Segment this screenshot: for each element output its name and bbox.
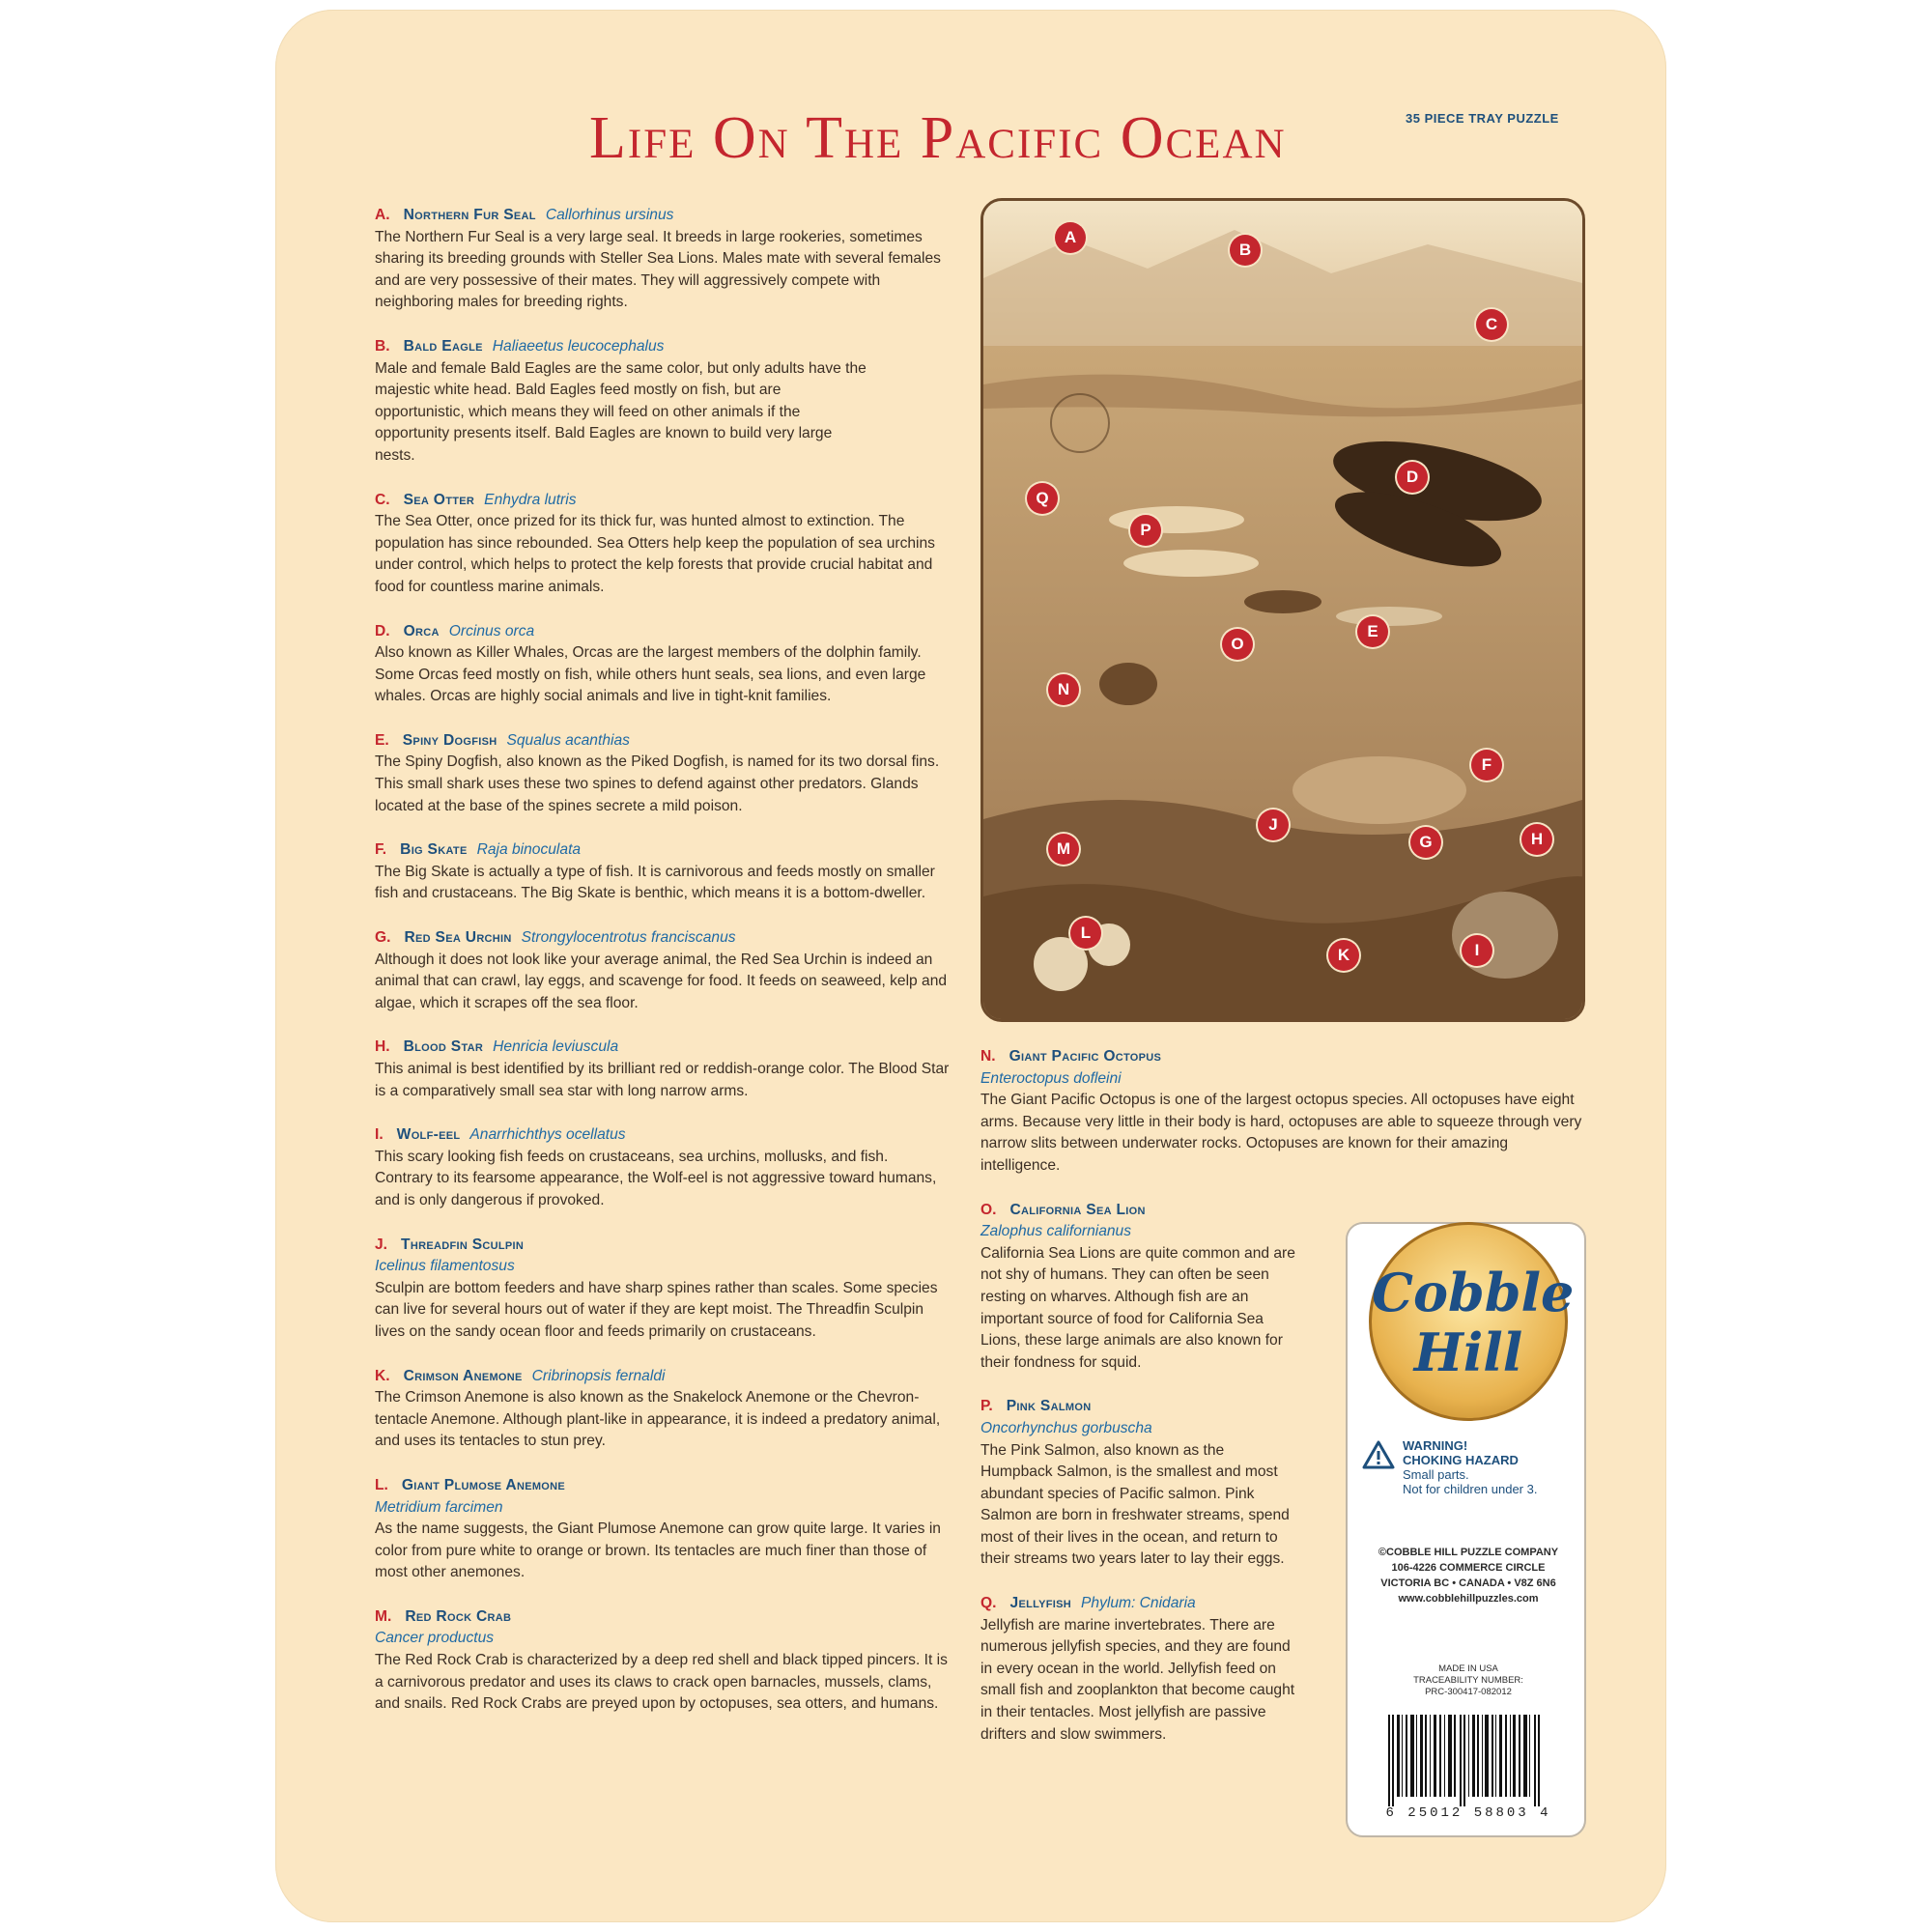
- entry-description: Male and female Bald Eagles are the same color, but only adults have the majestic white head. Bald Eagles feed mostly on fish, but are opportunistic, which means they will feed on other animals if the opportunity presents itself. Bald Eagles are known to build very large nests.: [375, 359, 867, 464]
- warning-title-1: WARNING!: [1403, 1438, 1468, 1453]
- entry-letter: C.: [375, 491, 390, 508]
- product-tag: [1346, 1222, 1586, 1837]
- entry-name: Threadfin Sculpin: [401, 1236, 525, 1253]
- species-entry-h: [375, 1037, 950, 1102]
- entry-name: Northern Fur Seal: [403, 207, 536, 223]
- entry-scientific-name: Squalus acanthias: [506, 731, 630, 749]
- entry-scientific-name: Cancer productus: [375, 1630, 495, 1647]
- marker-m: M: [1048, 834, 1079, 865]
- entry-name: Red Sea Urchin: [404, 929, 512, 947]
- entry-description: The Spiny Dogfish, also known as the Piked Dogfish, is named for its two dorsal fins. This small shark uses these two spines to defend against other predators. Glands located at the base of the spines secrete a mild poison.: [375, 753, 940, 814]
- species-entry-m: [375, 1606, 950, 1716]
- entry-description: As the name suggests, the Giant Plumose Anemone can grow quite large. It varies in color from pure white to orange or brown. Its tentacles are much finer than those of most other anemones.: [375, 1520, 941, 1581]
- species-entry-l: [375, 1475, 950, 1584]
- entry-description: California Sea Lions are quite common and are not shy of humans. They can often be seen resting on wharves. Although fish are an important source of food for California Sea Lions, these large animals are also known for their fondness for squid.: [980, 1244, 1295, 1371]
- entry-scientific-name: Icelinus filamentosus: [375, 1258, 515, 1275]
- entry-scientific-name: Oncorhynchus gorbuscha: [980, 1419, 1152, 1436]
- traceability-info: [1362, 1663, 1575, 1698]
- species-entry-c: [375, 490, 950, 599]
- entry-letter: F.: [375, 841, 387, 859]
- marker-h: H: [1521, 824, 1552, 855]
- entry-scientific-name: Anarrhichthys ocellatus: [469, 1126, 626, 1144]
- entry-description: This scary looking fish feeds on crustaceans, sea urchins, mollusks, and fish. Contrary to its fearsome appearance, the Wolf-eel is not aggressive toward humans, and is only dangerous if provoked.: [375, 1148, 937, 1208]
- entry-name: Crimson Anemone: [403, 1367, 523, 1384]
- species-entry-a: [375, 205, 950, 314]
- marker-f: F: [1471, 750, 1502, 781]
- entry-name: California Sea Lion: [1009, 1201, 1146, 1218]
- species-entry-g: [375, 927, 950, 1014]
- species-entry-b: [375, 336, 950, 468]
- entry-letter: O.: [980, 1201, 997, 1218]
- address-line-1: ©COBBLE HILL PUZZLE COMPANY: [1378, 1547, 1559, 1558]
- marker-q: Q: [1027, 483, 1058, 514]
- entry-scientific-name: Haliaeetus leucocephalus: [492, 337, 665, 355]
- entry-name: Big Skate: [400, 841, 468, 859]
- entry-letter: G.: [375, 929, 391, 947]
- entry-letter: H.: [375, 1038, 390, 1056]
- made-in-label: MADE IN USA: [1438, 1663, 1498, 1674]
- left-species-column: [375, 205, 950, 1738]
- marker-c: C: [1476, 309, 1507, 340]
- entry-name: Sea Otter: [403, 491, 475, 508]
- warning-body-2: Not for children under 3.: [1403, 1482, 1538, 1496]
- entry-scientific-name: Orcinus orca: [448, 622, 535, 639]
- entry-description: The Pink Salmon, also known as the Humpback Salmon, is the smallest and most abundant species of Pacific salmon. Pink Salmon are born in freshwater streams, spend most of their lives in the ocean, and return to their streams two years later to lay their eggs.: [980, 1441, 1290, 1568]
- entry-name: Wolf-eel: [396, 1126, 461, 1144]
- species-entry-n: [980, 1046, 1584, 1178]
- species-entry-i: [375, 1124, 950, 1211]
- entry-name: Spiny Dogfish: [402, 731, 497, 749]
- entry-name: Pink Salmon: [1006, 1398, 1092, 1415]
- traceability-label: TRACEABILITY NUMBER:: [1413, 1675, 1523, 1686]
- address-line-3: VICTORIA BC • CANADA • V8Z 6N6: [1380, 1577, 1556, 1589]
- entry-letter: N.: [980, 1048, 996, 1065]
- species-entry-e: [375, 730, 950, 817]
- marker-g: G: [1410, 827, 1441, 858]
- marker-i: I: [1462, 935, 1492, 966]
- entry-letter: E.: [375, 731, 389, 749]
- entry-description: Jellyfish are marine invertebrates. There are numerous jellyfish species, and they are found in every ocean in the world. Jellyfish feed on small fish and zooplankton that become caught in their tentacles. Most jellyfish are passive drifters and slow swimmers.: [980, 1616, 1295, 1743]
- entry-scientific-name: Henricia leviuscula: [493, 1038, 619, 1056]
- entry-letter: K.: [375, 1367, 390, 1384]
- marker-d: D: [1397, 462, 1428, 493]
- entry-letter: L.: [375, 1476, 388, 1493]
- choking-warning: [1362, 1438, 1579, 1496]
- entry-scientific-name: Enteroctopus dofleini: [980, 1069, 1122, 1087]
- entry-description: The Sea Otter, once prized for its thick fur, was hunted almost to extinction. The population has since rebounded. Sea Otters help keep the population of sea urchins under control, which helps to protect the kelp forests that provide crucial habitat and food for countless marine animals.: [375, 513, 935, 595]
- entry-description: The Giant Pacific Octopus is one of the largest octopus species. All octopuses have eight arms. Because very little in their body is hard, octopuses are able to squeeze through very narrow slits between underwater rocks. Octopuses are known for their amazing intelligence.: [980, 1092, 1582, 1174]
- entry-scientific-name: Raja binoculata: [476, 841, 582, 859]
- entry-letter: D.: [375, 622, 390, 639]
- ocean-illustration: [980, 198, 1585, 1022]
- company-address: [1362, 1545, 1575, 1606]
- entry-name: Red Rock Crab: [405, 1607, 512, 1625]
- entry-letter: Q.: [980, 1595, 997, 1612]
- marker-o: O: [1222, 629, 1253, 660]
- warning-triangle-icon: [1362, 1440, 1395, 1469]
- entry-scientific-name: Metridium farcimen: [375, 1498, 503, 1516]
- species-entry-k: [375, 1366, 950, 1453]
- species-entry-f: [375, 839, 950, 905]
- marker-j: J: [1258, 810, 1289, 840]
- entry-name: Bald Eagle: [403, 337, 483, 355]
- marker-l: L: [1070, 918, 1101, 949]
- entry-scientific-name: Strongylocentrotus franciscanus: [521, 929, 736, 947]
- marker-a: A: [1055, 222, 1086, 253]
- traceability-number: PRC-300417-082012: [1425, 1687, 1512, 1697]
- entry-description: The Big Skate is actually a type of fish. It is carnivorous and feeds mostly on smaller fish and crustaceans. The Big Skate is benthic, which means it is a bottom-dweller.: [375, 863, 935, 902]
- entry-letter: I.: [375, 1126, 384, 1144]
- entry-scientific-name: Phylum: Cnidaria: [1081, 1595, 1196, 1612]
- logo-line-2: Hill: [1413, 1321, 1523, 1383]
- entry-name: Jellyfish: [1009, 1595, 1071, 1612]
- puzzle-subtitle: 35 PIECE TRAY PUZZLE: [1406, 111, 1559, 126]
- entry-letter: M.: [375, 1607, 392, 1625]
- marker-k: K: [1328, 940, 1359, 971]
- entry-letter: J.: [375, 1236, 388, 1253]
- entry-description: Sculpin are bottom feeders and have sharp spines rather than scales. Some species can live for several hours out of water if they are kept moist. The Threadfin Sculpin lives on the sandy ocean floor and feeds primarily on crustaceans.: [375, 1279, 938, 1340]
- marker-b: B: [1230, 235, 1261, 266]
- marker-p: P: [1130, 515, 1161, 546]
- entry-scientific-name: Enhydra lutris: [484, 491, 577, 508]
- entry-description: The Crimson Anemone is also known as the Snakelock Anemone or the Chevron-tentacle Anemone. Although plant-like in appearance, it is indeed a predatory animal, and uses its tentacles to stun prey.: [375, 1389, 941, 1450]
- species-entry-d: [375, 621, 950, 708]
- logo-line-1: Cobble: [1372, 1262, 1575, 1323]
- entry-description: Also known as Killer Whales, Orcas are the largest members of the dolphin family. Some Orcas feed mostly on fish, while others hunt seals, sea lions, and even large whales. Orcas are highly social animals and live in tight-knit families.: [375, 644, 926, 705]
- cobble-hill-logo: [1369, 1222, 1575, 1421]
- marker-e: E: [1357, 616, 1388, 647]
- entry-description: Although it does not look like your average animal, the Red Sea Urchin is indeed an animal that can crawl, lay eggs, and scavenge for food. It feeds on seaweed, kelp and algae, which it scrapes off the sea floor.: [375, 951, 948, 1011]
- address-line-2: 106-4226 COMMERCE CIRCLE: [1391, 1562, 1546, 1574]
- entry-scientific-name: Zalophus californianus: [980, 1223, 1132, 1240]
- entry-name: Giant Plumose Anemone: [401, 1476, 566, 1493]
- entry-name: Giant Pacific Octopus: [1009, 1048, 1162, 1065]
- entry-letter: B.: [375, 337, 390, 355]
- entry-description: The Northern Fur Seal is a very large seal. It breeds in large rookeries, sometimes sharing its breeding grounds with Steller Sea Lions. Males mate with several females and are very possessive of their mates. They will aggressively compete with neighboring males for breeding rights.: [375, 228, 941, 311]
- entry-name: Blood Star: [403, 1038, 484, 1056]
- entry-letter: A.: [375, 207, 390, 223]
- warning-title-2: CHOKING HAZARD: [1403, 1453, 1519, 1467]
- entry-description: The Red Rock Crab is characterized by a deep red shell and black tipped pincers. It is a carnivorous predator and uses its claws to crack open barnacles, mussels, clams, and snails. Red Rock Crabs are preyed upon by octopuses, sea otters, and humans.: [375, 1652, 948, 1713]
- warning-body-1: Small parts.: [1403, 1467, 1469, 1482]
- company-website: www.cobblehillpuzzles.com: [1398, 1593, 1539, 1605]
- entry-name: Orca: [403, 622, 440, 639]
- entry-scientific-name: Callorhinus ursinus: [545, 207, 674, 223]
- entry-description: This animal is best identified by its brilliant red or reddish-orange color. The Blood Star is a comparatively small sea star with long narrow arms.: [375, 1061, 950, 1099]
- page-title: Life On The Pacific Ocean: [589, 105, 1287, 171]
- species-entry-j: [375, 1235, 950, 1344]
- barcode: [1384, 1715, 1548, 1806]
- entry-letter: P.: [980, 1398, 993, 1415]
- entry-scientific-name: Cribrinopsis fernaldi: [531, 1367, 666, 1384]
- marker-n: N: [1048, 674, 1079, 705]
- barcode-number: 6 25012 58803 4: [1385, 1805, 1551, 1821]
